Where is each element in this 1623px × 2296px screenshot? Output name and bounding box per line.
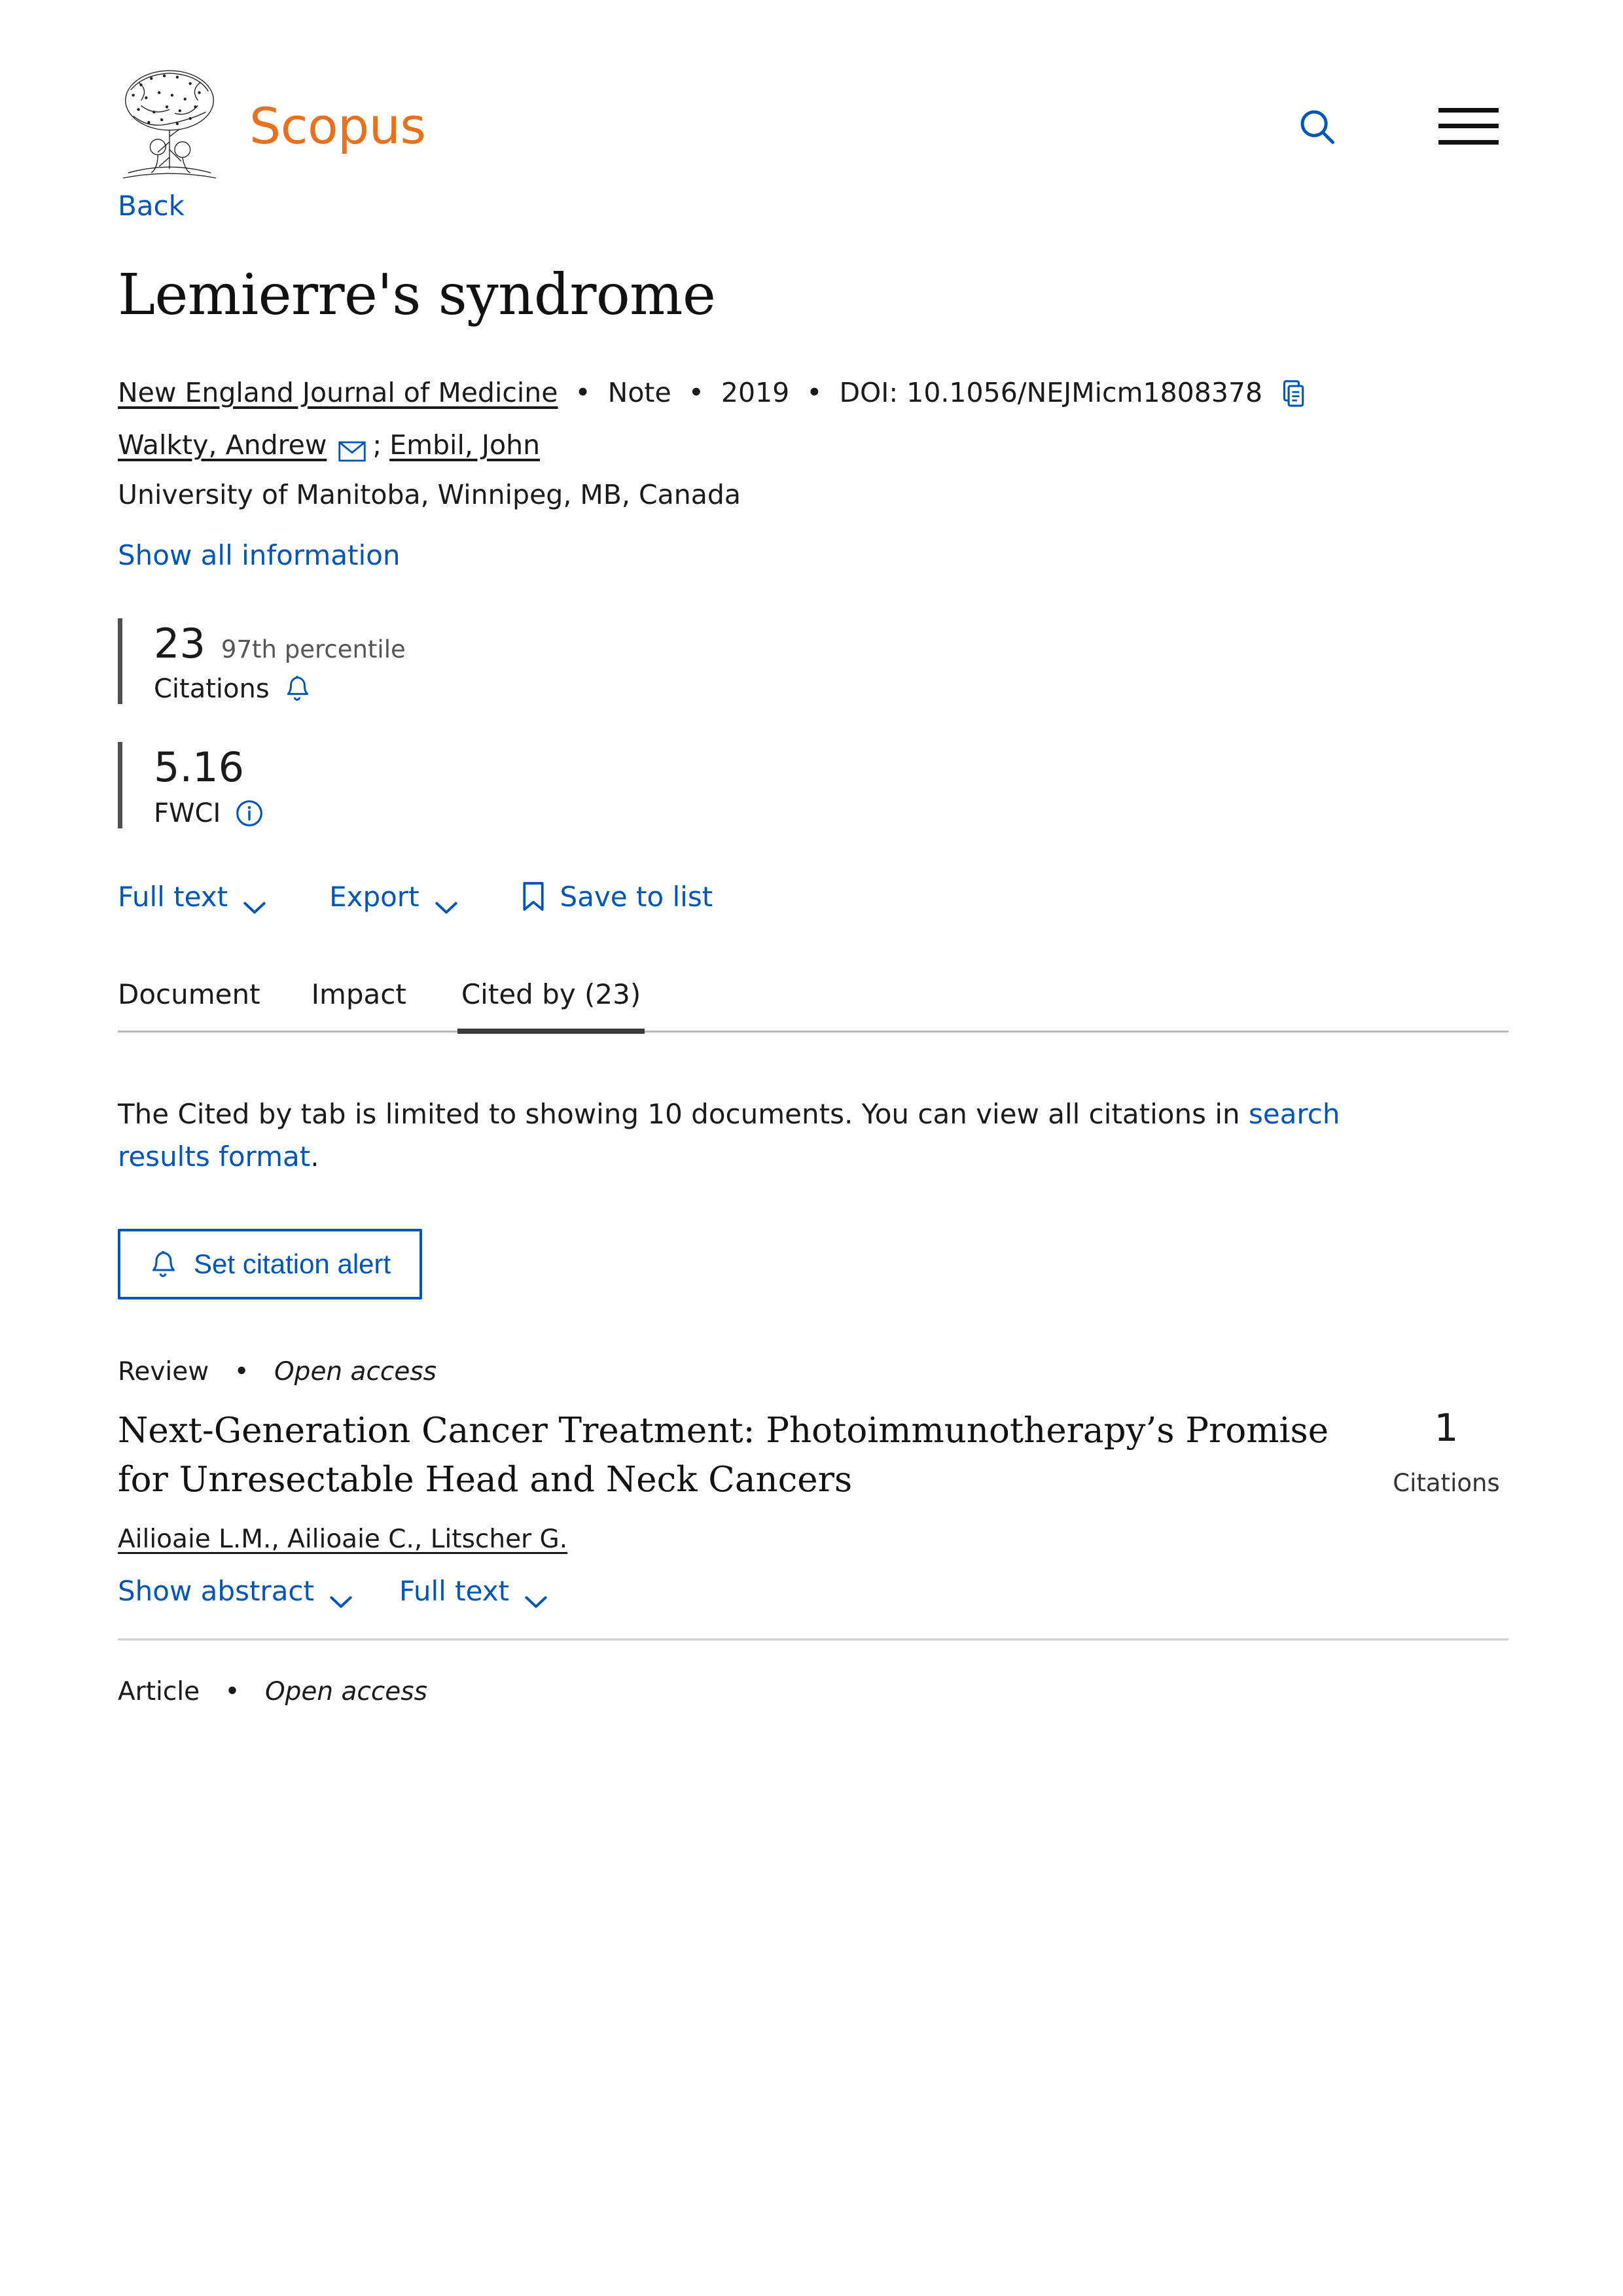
full-text-label: Full text — [118, 880, 228, 913]
metric-label: FWCI — [154, 798, 221, 828]
menu-button[interactable] — [1438, 108, 1499, 145]
cited-document-links — [118, 1575, 1338, 1607]
back-link[interactable]: Back — [118, 190, 185, 222]
search-results-format-link[interactable]: search results format — [118, 1097, 1340, 1173]
meta-separator: • — [234, 1357, 249, 1387]
copy-icon[interactable] — [1281, 378, 1310, 408]
metric-label: Citations — [154, 674, 270, 705]
export-button[interactable] — [329, 881, 458, 913]
journal-link[interactable]: New England Journal of Medicine — [118, 377, 558, 408]
meta-separator: • — [688, 377, 704, 408]
authors-list — [118, 426, 1508, 465]
envelope-icon[interactable] — [338, 434, 366, 457]
kind-label: Article — [118, 1676, 200, 1706]
access-label: Open access — [274, 1357, 437, 1387]
meta-separator: • — [806, 377, 823, 408]
metric-label-row — [154, 674, 1508, 704]
main-content — [0, 190, 1623, 1706]
chevron-down-icon — [329, 1583, 353, 1598]
full-text-button[interactable] — [399, 1575, 548, 1607]
document-doi: DOI: 10.1056/NEJMicm1808378 — [839, 377, 1263, 408]
save-to-list-button[interactable] — [521, 881, 713, 913]
metric-label-row — [154, 798, 1508, 828]
access-label: Open access — [264, 1676, 427, 1706]
notice-text-2: . — [310, 1140, 319, 1173]
tab-cited-by[interactable]: Cited by (23) — [457, 978, 645, 1034]
author-link-1[interactable]: Embil, John — [389, 429, 541, 461]
brand-name: Scopus — [249, 97, 426, 155]
full-text-label: Full text — [399, 1574, 510, 1607]
chevron-down-icon — [524, 1583, 548, 1598]
notice-text-1: The Cited by tab is limited to showing 10 documents. You can view all citations in — [118, 1097, 1249, 1130]
document-tabs — [118, 978, 1508, 1033]
metric-fwci — [118, 742, 1508, 828]
hamburger-menu-icon — [1438, 108, 1499, 145]
document-year: 2019 — [721, 377, 790, 408]
chevron-down-icon — [242, 889, 267, 904]
author-link-0[interactable]: Walkty, Andrew — [118, 429, 327, 461]
full-text-button[interactable] — [118, 881, 267, 913]
show-abstract-label: Show abstract — [118, 1574, 314, 1607]
bookmark-icon — [521, 881, 546, 912]
show-abstract-button[interactable] — [118, 1575, 353, 1607]
export-label: Export — [329, 880, 419, 913]
document-kind — [118, 1677, 1508, 1706]
metric-citations — [118, 618, 1508, 705]
list-item-body — [118, 1406, 1508, 1607]
brand[interactable] — [115, 67, 426, 186]
info-icon[interactable] — [235, 799, 264, 828]
page-title: Lemierre's syndrome — [118, 262, 716, 328]
search-icon — [1296, 106, 1337, 147]
header-actions — [1296, 106, 1525, 147]
cited-document-title[interactable]: Next-Generation Cancer Treatment: Photoimmunotherapy’s Promise for Unresectable Head and Neck Cancers — [118, 1411, 1329, 1500]
metric-top — [154, 742, 1508, 793]
cited-by-list — [118, 1343, 1508, 1706]
citation-count-value: 1 — [1434, 1405, 1459, 1451]
cited-document-authors — [118, 1525, 1338, 1554]
search-button[interactable] — [1296, 106, 1337, 147]
kind-label: Review — [118, 1357, 209, 1387]
document-kind — [118, 1357, 1508, 1386]
meta-separator: • — [224, 1676, 240, 1706]
set-citation-alert-button[interactable] — [118, 1229, 422, 1299]
show-all-information-link[interactable]: Show all information — [118, 539, 401, 571]
bell-icon[interactable] — [284, 675, 310, 703]
save-to-list-label: Save to list — [560, 880, 713, 913]
affiliation: University of Manitoba, Winnipeg, MB, Canada — [118, 478, 741, 510]
list-item-main — [118, 1406, 1384, 1607]
author-separator: ; — [372, 429, 382, 461]
document-actions — [118, 881, 1508, 913]
chevron-down-icon — [434, 889, 459, 904]
meta-separator: • — [575, 377, 591, 408]
list-item — [118, 1343, 1508, 1607]
tab-document[interactable]: Document — [118, 978, 260, 1010]
bell-icon — [149, 1250, 175, 1279]
cited-by-notice — [118, 1093, 1433, 1178]
metric-value: 5.16 — [154, 743, 245, 792]
set-citation-alert-label: Set citation alert — [194, 1248, 391, 1280]
list-item — [118, 1638, 1508, 1706]
cited-author-link[interactable]: Ailioaie L.M., Ailioaie C., Litscher G. — [118, 1524, 568, 1554]
metric-value: 23 — [154, 619, 205, 667]
citation-count-label: Citations — [1393, 1469, 1500, 1498]
document-meta — [118, 374, 1508, 412]
document-type: Note — [607, 377, 671, 408]
elsevier-tree-logo-icon — [115, 67, 224, 186]
metric-percentile: 97th percentile — [221, 635, 406, 663]
tab-impact[interactable]: Impact — [311, 978, 406, 1010]
metric-top — [154, 618, 1508, 669]
app-header — [0, 0, 1623, 190]
citation-count — [1384, 1406, 1508, 1497]
